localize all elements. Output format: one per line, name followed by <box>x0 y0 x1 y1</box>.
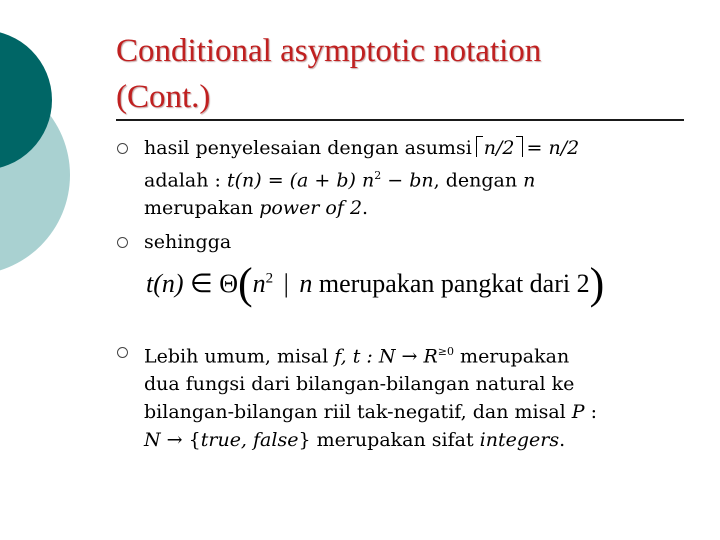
close-paren-icon: ) <box>589 259 605 308</box>
power-of-2: power of 2 <box>259 197 363 220</box>
bullet-1-text-b: , dengan <box>433 169 518 192</box>
reals-symbol: R <box>423 345 438 368</box>
ceiling-content: n/2 <box>483 137 515 159</box>
element-of-symbol: ∈ <box>190 269 213 298</box>
open-paren-icon: ( <box>237 259 253 308</box>
bullet-3 <box>144 338 684 454</box>
bullet-icon <box>117 237 128 248</box>
theta-symbol: Θ <box>219 269 238 298</box>
variable-n: n <box>523 169 536 192</box>
arrow-right-icon: → <box>401 345 418 368</box>
bullet-3-line-3 <box>144 398 684 426</box>
naturals-symbol: N <box>144 429 161 452</box>
bullet-icon <box>117 347 128 358</box>
boolean-set: true, false <box>200 429 299 452</box>
exponent: 2 <box>374 169 382 182</box>
formula-n-condition: n <box>299 269 313 298</box>
ceiling-right-icon <box>516 136 523 157</box>
function-signature: f, t : N <box>334 345 396 368</box>
bullet-3-text-c: bilangan-bilangan riil tak-negatif, dan misal <box>144 401 566 424</box>
bullet-1-equation: = n/2 <box>526 137 580 159</box>
set-close-brace: } <box>298 429 311 452</box>
bullet-1-text-a: hasil penyelesaian dengan asumsi <box>144 137 472 159</box>
bullet-1-line-1 <box>144 134 684 162</box>
bullet-3-text-d: merupakan sifat <box>316 429 474 452</box>
bullet-3-line-4 <box>144 426 684 454</box>
formula-condition-text: merupakan pangkat dari 2 <box>318 269 590 298</box>
slide-title <box>116 28 696 120</box>
reals-superscript: ≥0 <box>437 345 454 358</box>
formula-n: n <box>252 269 266 298</box>
bullet-3-text-b: merupakan <box>460 345 570 368</box>
ceiling-left-icon <box>476 136 483 157</box>
bullet-2-text: sehingga <box>144 231 232 253</box>
integers-word: integers <box>479 429 560 452</box>
formula-lhs: t(n) <box>146 269 184 298</box>
bullet-3-line-2: dua fungsi dari bilangan-bilangan natural ke <box>144 373 575 396</box>
set-open-brace: { <box>188 429 201 452</box>
title-line-2: (Cont.) <box>116 79 211 115</box>
property-P: P <box>571 401 585 424</box>
period: . <box>559 429 566 452</box>
bullet-1-label: adalah : <box>144 169 221 192</box>
bullet-2 <box>144 228 684 256</box>
decorative-circles <box>0 0 80 300</box>
bullet-3-line-1 <box>144 338 684 370</box>
period: . <box>362 197 369 220</box>
title-divider <box>116 119 684 121</box>
bullet-3-text-a: Lebih umum, misal <box>144 345 329 368</box>
colon: : <box>590 401 598 424</box>
recurrence-solution: t(n) = (a + b) n <box>226 169 375 192</box>
recurrence-tail: − bn <box>387 169 434 192</box>
arrow-right-icon: → <box>166 429 183 452</box>
formula-exponent: 2 <box>265 270 274 287</box>
theta-formula <box>146 258 686 308</box>
title-line-1: Conditional asymptotic notation <box>116 33 542 69</box>
bullet-1 <box>144 134 684 222</box>
bullet-icon <box>117 143 128 154</box>
such-that-bar: | <box>283 269 289 298</box>
bullet-1-text-c: merupakan <box>144 197 254 220</box>
bullet-1-line-2 <box>144 162 684 194</box>
bullet-1-line-3 <box>144 194 684 222</box>
